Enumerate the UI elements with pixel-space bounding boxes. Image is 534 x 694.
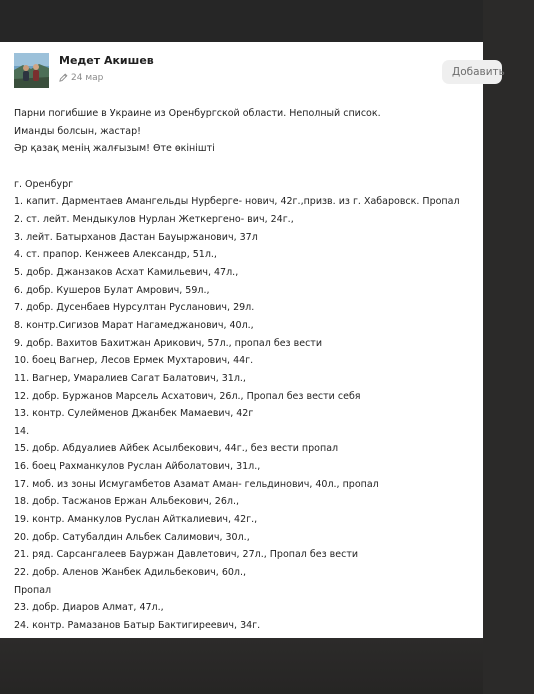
post-line	[14, 158, 534, 176]
list-item: 10. боец Вагнер, Лесов Ермек Мухтарович, 44г.	[14, 355, 254, 367]
list-item: 14.	[14, 425, 30, 437]
list-item: 13. контр. Сулейменов Джанбек Мамаевич, 42г	[14, 408, 254, 420]
author-name[interactable]: Медет Акишев	[59, 54, 154, 67]
list-item: 16. боец Рахманкулов Руслан Айболатович, 31л.,	[14, 461, 261, 473]
list-item: 9. добр. Вахитов Бахитжан Арикович, 57л., пропал без вести	[14, 337, 322, 349]
list-item: 5. добр. Джанзаков Асхат Камильевич, 47л.,	[14, 266, 239, 278]
avatar[interactable]	[14, 53, 49, 88]
list-item: 7. добр. Дусенбаев Нурсултан Русланович, 29л.	[14, 302, 255, 314]
post-date: 24 мар	[71, 72, 104, 83]
list-item: г. Оренбург	[14, 178, 74, 190]
list-item: 6. добр. Кушеров Булат Амрович, 59л.,	[14, 284, 210, 296]
list-item: 3. лейт. Батырханов Дастан Бауыржанович, 37л	[14, 231, 258, 243]
post-line: Парни погибшие в Украине из Оренбургской области. Неполный список.	[14, 108, 381, 119]
list-item: 22. добр. Аленов Жанбек Адильбекович, 60л.,	[14, 567, 247, 579]
post-line: Әр қазақ менің жалғызым! Өте өкінішті	[14, 143, 215, 155]
avatar-photo	[14, 53, 49, 88]
list-item: Пропал	[14, 584, 52, 596]
list-item: 18. добр. Тасжанов Ержан Альбекович, 26л.,	[14, 496, 239, 508]
list-item: 1. капит. Дарментаев Амангельды Нурберге- нович, 42г.,призв. из г. Хабаровск. Пропал	[14, 196, 460, 208]
post-line: Иманды болсын, жастар!	[14, 125, 141, 137]
list-item: 21. ряд. Сарсангалеев Бауржан Давлетович, 27л., Пропал без вести	[14, 549, 359, 561]
list-item: 4. ст. прапор. Кенжеев Александр, 51л.,	[14, 249, 217, 261]
list-item: 23. добр. Диаров Алмат, 47л.,	[14, 602, 164, 614]
list-item: 17. моб. из зоны Исмугамбетов Азамат Аман- гельдинович, 40л., пропал	[14, 478, 379, 490]
list-item: 11. Вагнер, Умаралиев Сагат Балатович, 31л.,	[14, 372, 246, 384]
post-meta	[59, 71, 103, 84]
list-item: 20. добр. Сатубалдин Альбек Салимович, 30л.,	[14, 531, 250, 543]
list-item: 8. контр.Сигизов Марат Нагамеджанович, 40л.,	[14, 319, 254, 331]
post-body	[14, 105, 534, 652]
post-card	[0, 42, 505, 638]
top-backdrop	[0, 0, 483, 42]
pen-icon	[59, 73, 68, 82]
add-friend-button[interactable]: Добавить	[442, 60, 502, 84]
list-item: 12. добр. Буржанов Марсель Асхатович, 26л., Пропал без вести себя	[14, 390, 361, 402]
list-item: 2. ст. лейт. Мендыкулов Нурлан Жеткергено- вич, 24г.,	[14, 213, 294, 225]
list-item: 24. контр. Рамазанов Батыр Бактигиреевич, 34г.	[14, 620, 261, 632]
list-item: 15. добр. Абдуалиев Айбек Асылбекович, 44г., без вести пропал	[14, 443, 339, 455]
list-item: 19. контр. Аманкулов Руслан Айткалиевич, 42г.,	[14, 514, 258, 526]
bottom-backdrop	[0, 638, 483, 694]
